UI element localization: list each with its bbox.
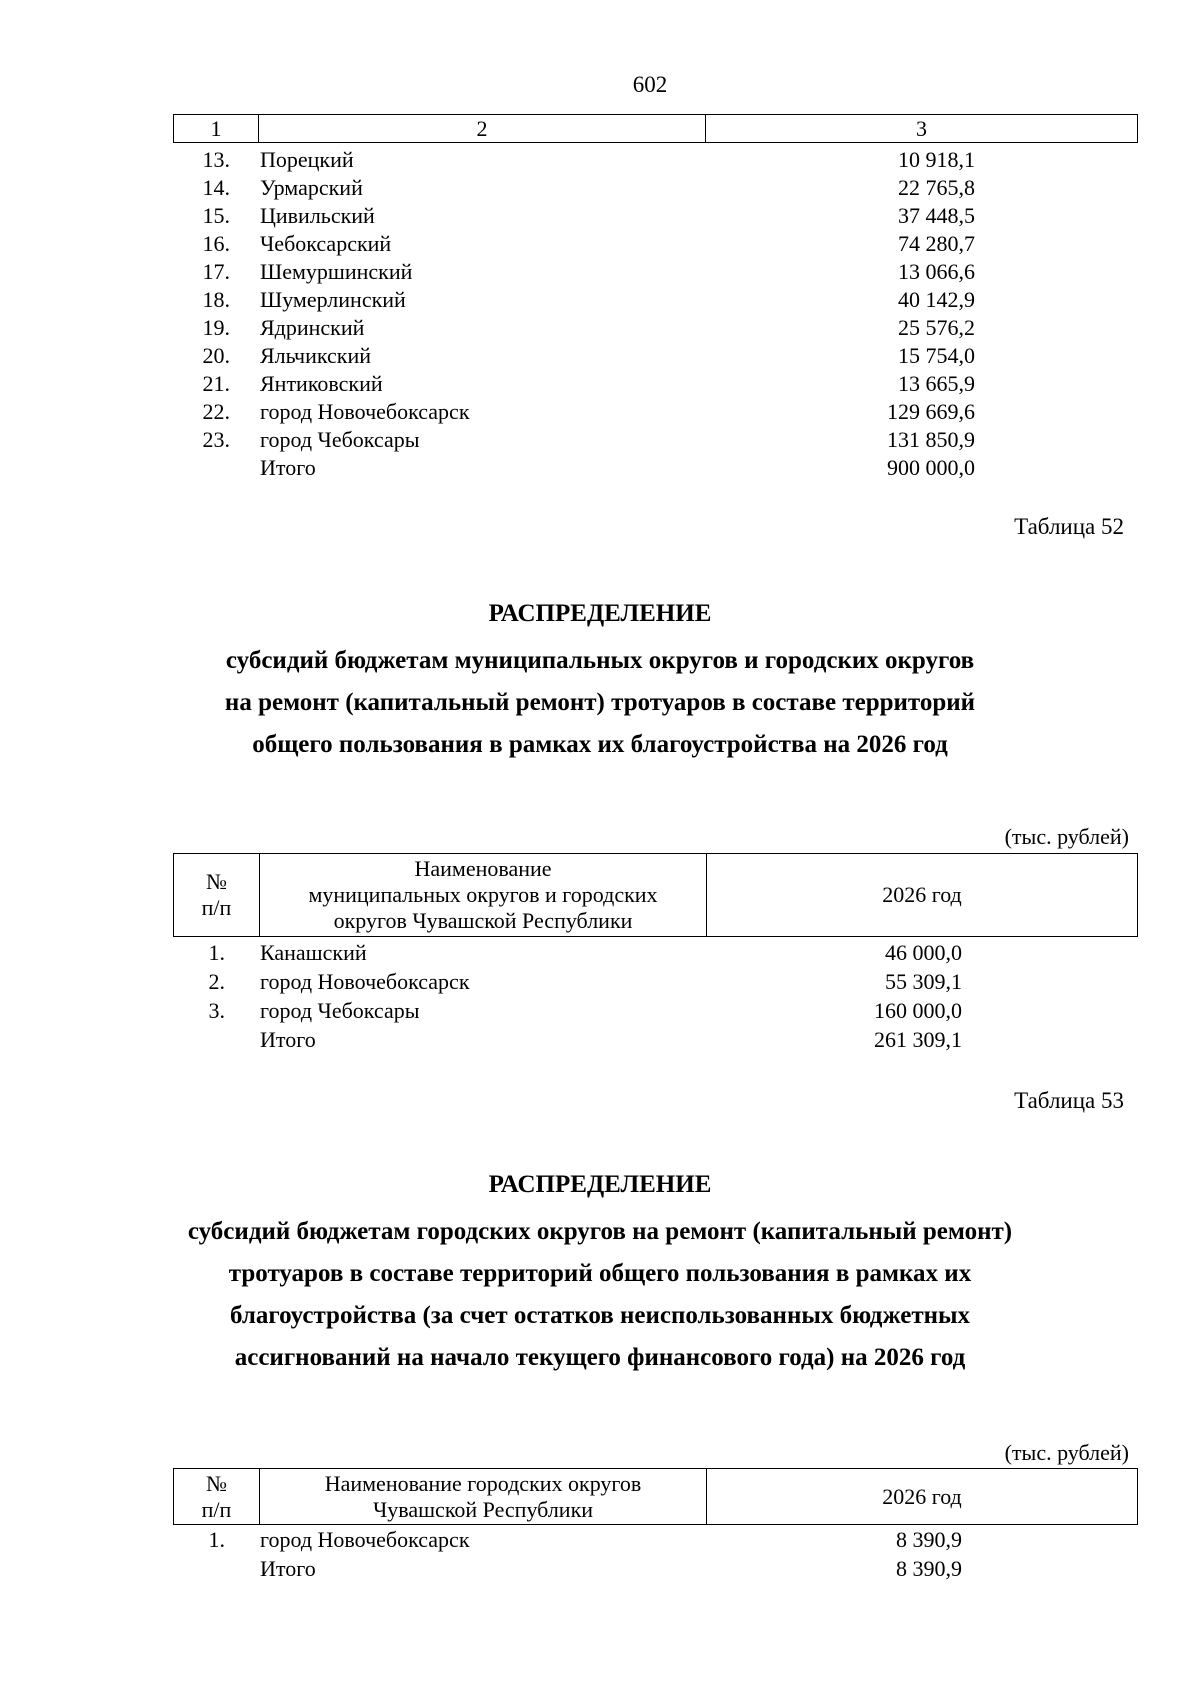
- table-53-subtitle: [100, 1211, 1100, 1379]
- header-name-line: округов Чувашской Республики: [333, 908, 633, 933]
- row-value: 10 918,1: [898, 147, 975, 172]
- row-value: 8 390,9: [896, 1527, 962, 1552]
- table-52-subtitle-line: субсидий бюджетам муниципальных округов и городских округов: [225, 647, 975, 674]
- row-number: 1.: [208, 1527, 225, 1552]
- row-number: 16.: [202, 231, 230, 256]
- row-number: 17.: [202, 259, 230, 284]
- table-53-header-name: [260, 1469, 706, 1524]
- row-number: 3.: [208, 998, 225, 1023]
- row-number: 15.: [202, 203, 230, 228]
- table-row: [0, 146, 1200, 174]
- row-number: 21.: [202, 371, 230, 396]
- row-value: 37 448,5: [898, 203, 975, 228]
- row-name: Яльчикский: [260, 343, 371, 368]
- row-number: 19.: [202, 315, 230, 340]
- header-name-line: Наименование: [414, 856, 552, 881]
- table-row: [0, 997, 1200, 1025]
- row-number: 22.: [202, 399, 230, 424]
- table-52-title: РАСПРЕДЕЛЕНИЕ: [488, 600, 712, 627]
- row-number: 2.: [208, 969, 225, 994]
- num-pp: п/п: [201, 895, 232, 920]
- row-name: Чебоксарский: [260, 231, 392, 256]
- row-name: Итого: [260, 1556, 316, 1581]
- column-number-header: [173, 114, 1138, 143]
- row-number: 14.: [202, 175, 230, 200]
- row-value: 13 066,6: [898, 259, 975, 284]
- table-row: [0, 939, 1200, 967]
- table-53-header-num: [174, 1469, 259, 1524]
- header-name-line: Чувашской Республики: [372, 1496, 594, 1522]
- page-number: 602: [632, 72, 668, 97]
- row-value: 261 309,1: [874, 1027, 962, 1052]
- table-53-subtitle-line: ассигнований на начало текущего финансового года) на 2026 год: [234, 1344, 966, 1371]
- row-name: Итого: [260, 455, 316, 480]
- row-value: 131 850,9: [887, 427, 975, 452]
- column-header-3: 3: [916, 116, 927, 141]
- table-53-subtitle-line: тротуаров в составе территорий общего пользования в рамках их: [228, 1260, 972, 1287]
- table-row: [0, 230, 1200, 258]
- row-name: Урмарский: [260, 175, 363, 200]
- header-name-line: Наименование городских округов: [324, 1470, 642, 1496]
- row-value: 55 309,1: [885, 969, 962, 994]
- table-row: [0, 342, 1200, 370]
- row-name: город Чебоксары: [260, 427, 420, 452]
- row-name: Ядринский: [260, 315, 365, 340]
- table-row: [0, 202, 1200, 230]
- table-row: [0, 174, 1200, 202]
- row-name: Янтиковский: [260, 371, 383, 396]
- table-row: [0, 1026, 1200, 1054]
- row-value: 13 665,9: [898, 371, 975, 396]
- column-header-2: 2: [259, 115, 706, 142]
- row-number: 23.: [202, 427, 230, 452]
- table-52-header: [173, 853, 1138, 937]
- num-sign: №: [205, 1470, 227, 1496]
- table-row: [0, 314, 1200, 342]
- table-52-label: Таблица 52: [1014, 514, 1124, 539]
- table-52-subtitle: [100, 640, 1100, 766]
- table-row: [0, 370, 1200, 398]
- num-sign: №: [205, 869, 227, 894]
- table-52-header-year: 2026 год: [882, 882, 962, 907]
- row-name: Канашский: [260, 940, 367, 965]
- table-53-header: [173, 1468, 1138, 1525]
- row-value: 15 754,0: [898, 343, 975, 368]
- table-52-subtitle-line: общего пользования в рамках их благоустройства на 2026 год: [252, 731, 948, 758]
- row-number: 18.: [202, 287, 230, 312]
- column-header-1: 1: [174, 115, 259, 142]
- row-name: город Чебоксары: [260, 998, 420, 1023]
- row-value: 46 000,0: [885, 940, 962, 965]
- table-52-header-num: [174, 854, 259, 936]
- row-name: город Новочебоксарск: [260, 969, 470, 994]
- table-row: [0, 286, 1200, 314]
- row-name: город Новочебоксарск: [260, 399, 470, 424]
- table-52-header-name: [260, 854, 706, 936]
- table-53-label: Таблица 53: [1014, 1088, 1124, 1113]
- row-value: 8 390,9: [896, 1556, 962, 1581]
- row-number: 20.: [202, 343, 230, 368]
- table-row: [0, 398, 1200, 426]
- table-53-subtitle-line: благоустройства (за счет остатков неиспользованных бюджетных: [229, 1302, 971, 1329]
- row-number: 1.: [208, 940, 225, 965]
- table-52-units: (тыс. рублей): [1004, 824, 1129, 849]
- table-52-subtitle-line: на ремонт (капитальный ремонт) тротуаров в составе территорий: [224, 689, 976, 716]
- row-value: 25 576,2: [898, 315, 975, 340]
- row-value: 40 142,9: [898, 287, 975, 312]
- table-53-subtitle-line: субсидий бюджетам городских округов на ремонт (капитальный ремонт): [187, 1218, 1013, 1245]
- row-name: Порецкий: [260, 147, 354, 172]
- row-name: город Новочебоксарск: [260, 1527, 470, 1552]
- row-value: 22 765,8: [898, 175, 975, 200]
- row-name: Шумерлинский: [260, 287, 406, 312]
- table-row: [0, 1526, 1200, 1554]
- table-row: [0, 1555, 1200, 1583]
- row-value: 160 000,0: [874, 998, 962, 1023]
- row-value: 900 000,0: [887, 455, 975, 480]
- row-name: Итого: [260, 1027, 316, 1052]
- row-value: 74 280,7: [898, 231, 975, 256]
- table-53-units: (тыс. рублей): [1004, 1440, 1129, 1465]
- row-number: 13.: [202, 147, 230, 172]
- table-53-header-year: 2026 год: [882, 1483, 962, 1509]
- table-53-title: РАСПРЕДЕЛЕНИЕ: [488, 1171, 712, 1198]
- header-name-line: муниципальных округов и городских: [308, 882, 658, 907]
- table-row: [0, 454, 1200, 482]
- row-value: 129 669,6: [887, 399, 975, 424]
- table-row: [0, 968, 1200, 996]
- table-row: [0, 258, 1200, 286]
- row-name: Цивильский: [260, 203, 375, 228]
- num-pp: п/п: [201, 1496, 232, 1522]
- row-name: Шемуршинский: [260, 259, 413, 284]
- table-row: [0, 426, 1200, 454]
